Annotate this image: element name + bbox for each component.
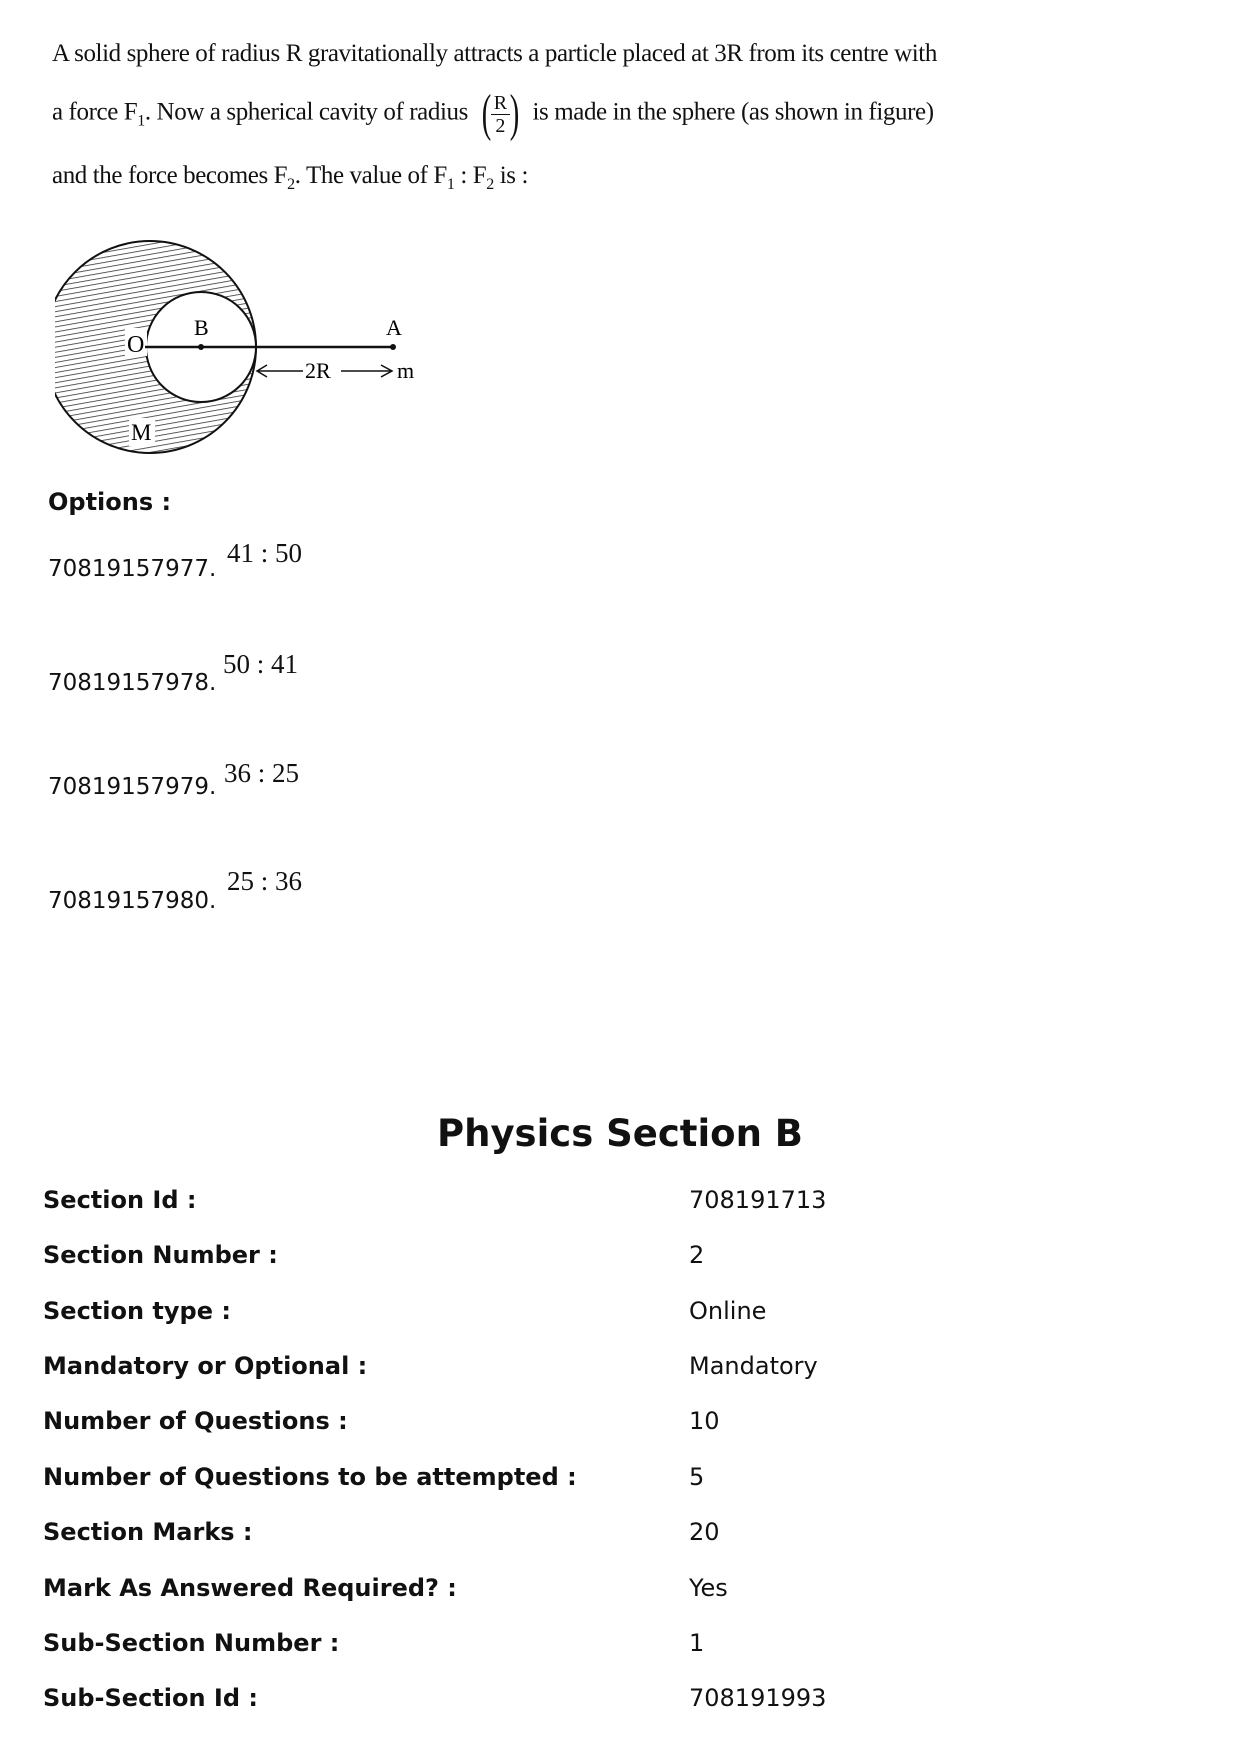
section-marks-label: Section Marks : xyxy=(43,1518,253,1546)
num-attempt-value: 5 xyxy=(689,1463,705,1491)
mark-answered-label: Mark As Answered Required? : xyxy=(43,1574,457,1602)
option-1-id: 70819157977. xyxy=(48,556,217,582)
section-type-value: Online xyxy=(689,1297,767,1325)
label-b: B xyxy=(194,315,209,340)
subsection-id-value: 708191993 xyxy=(689,1684,827,1712)
section-marks-value: 20 xyxy=(689,1518,720,1546)
option-1-value: 41 : 50 xyxy=(227,538,303,568)
section-id-label: Section Id : xyxy=(43,1186,197,1214)
question-line-1: A solid sphere of radius R gravitationally attracts a particle placed at 3R from its centre with xyxy=(52,40,937,67)
sphere-cavity-figure xyxy=(55,225,455,475)
option-3-id: 70819157979. xyxy=(48,774,217,800)
point-a xyxy=(390,344,396,350)
fraction-r-over-2: ( $\frac{R}{2}$ ) xyxy=(481,85,519,142)
label-m-mass: m xyxy=(397,358,415,383)
num-questions-value: 10 xyxy=(689,1407,720,1435)
mark-answered-value: Yes xyxy=(689,1574,728,1602)
section-title: Physics Section B xyxy=(436,1112,803,1155)
option-4-value: 25 : 36 xyxy=(227,866,303,896)
label-a: A xyxy=(386,315,402,340)
num-attempt-label: Number of Questions to be attempted : xyxy=(43,1463,577,1491)
subsection-number-value: 1 xyxy=(689,1629,705,1657)
subsection-number-label: Sub-Section Number : xyxy=(43,1629,340,1657)
option-2-id: 70819157978. xyxy=(48,670,217,696)
question-line-3: and the force becomes $F_2$. The value of $F_1$ : $F_2$ is : xyxy=(52,162,528,193)
option-3-value: 36 : 25 xyxy=(224,758,300,788)
point-b xyxy=(198,344,204,350)
num-questions-label: Number of Questions : xyxy=(43,1407,348,1435)
section-type-label: Section type : xyxy=(43,1297,231,1325)
label-o: O xyxy=(127,332,145,358)
label-2r: 2R xyxy=(305,358,331,383)
options-title: Options : xyxy=(48,488,172,516)
section-number-value: 2 xyxy=(689,1241,705,1269)
mandatory-value: Mandatory xyxy=(689,1352,818,1380)
section-id-value: 708191713 xyxy=(689,1186,827,1214)
option-2-value: 50 : 41 xyxy=(223,649,299,679)
mandatory-label: Mandatory or Optional : xyxy=(43,1352,368,1380)
subsection-id-label: Sub-Section Id : xyxy=(43,1684,258,1712)
label-big-m: M xyxy=(131,420,152,445)
option-4-id: 70819157980. xyxy=(48,888,217,914)
question-line-2: a force $F_1$. Now a spherical cavity of radius ( $\frac{R}{2}$ ) is made in the sphere (as shown in figure) xyxy=(52,85,934,142)
section-number-label: Section Number : xyxy=(43,1241,278,1269)
